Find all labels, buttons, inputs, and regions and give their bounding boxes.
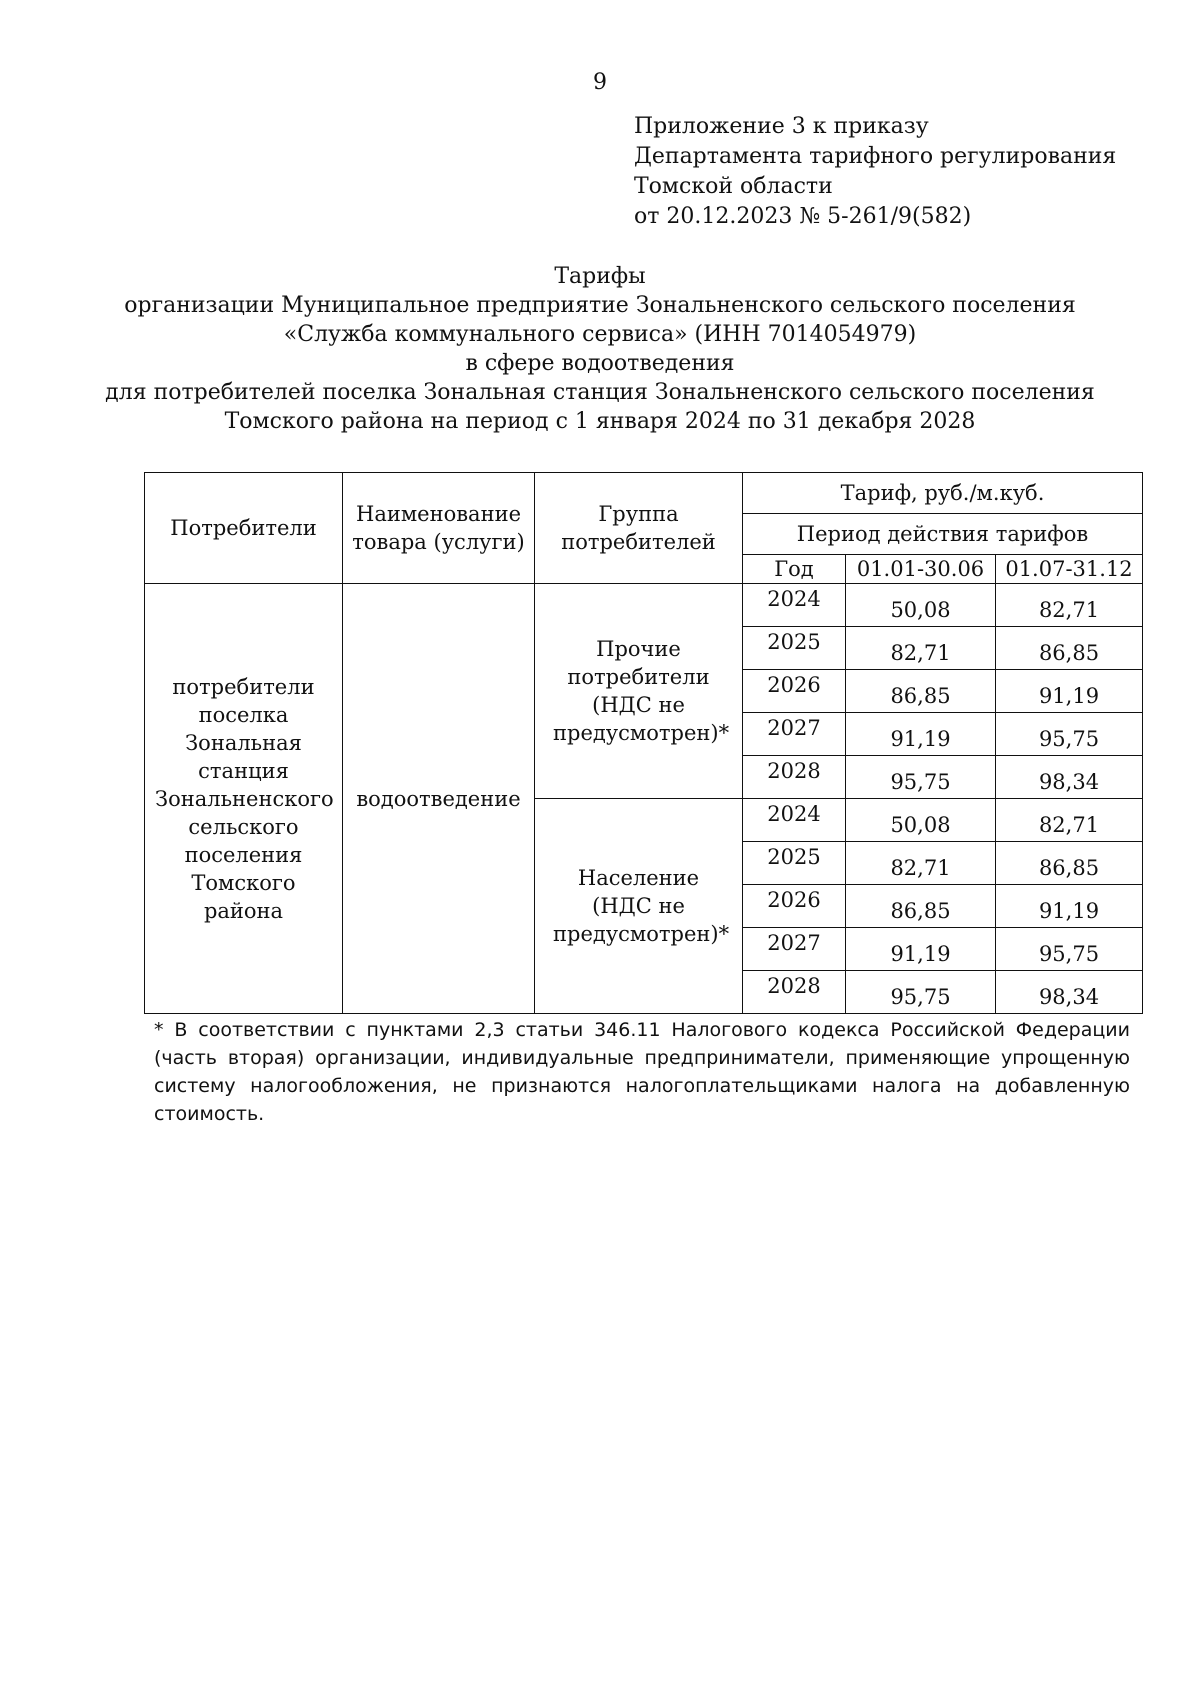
- tariff-first-half-cell: 86,85: [846, 670, 996, 713]
- appendix-block: [634, 112, 1116, 232]
- header-group: Группа потребителей: [535, 473, 743, 584]
- header-tariff: Тариф, руб./м.куб.: [743, 473, 1143, 514]
- tariff-first-half-cell: 50,08: [846, 799, 996, 842]
- tariff-second-half-cell: 91,19: [996, 885, 1143, 928]
- title-line: организации Муниципальное предприятие Зональненского сельского поселения: [124, 293, 1076, 318]
- header-service: Наименование товара (услуги): [343, 473, 535, 584]
- tariff-second-half-cell: 98,34: [996, 971, 1143, 1014]
- appendix-line: от 20.12.2023 № 5-261/9(582): [634, 204, 972, 229]
- header-second-half: 01.07-31.12: [996, 555, 1143, 584]
- tariff-second-half-cell: 82,71: [996, 799, 1143, 842]
- year-cell: 2024: [743, 584, 846, 627]
- title-line: Тарифы: [554, 264, 646, 289]
- group-cell: Прочие потребители (НДС не предусмотрен)*: [535, 584, 743, 799]
- consumers-cell: потребители поселка Зональная станция Зональненского сельского поселения Томского района: [145, 584, 343, 1014]
- tariff-second-half-cell: 86,85: [996, 842, 1143, 885]
- year-cell: 2025: [743, 842, 846, 885]
- tariff-second-half-cell: 95,75: [996, 928, 1143, 971]
- year-cell: 2027: [743, 928, 846, 971]
- tariff-table: [144, 472, 1143, 1014]
- header-first-half: 01.01-30.06: [846, 555, 996, 584]
- tariff-second-half-cell: 98,34: [996, 756, 1143, 799]
- title-line: в сфере водоотведения: [465, 351, 735, 376]
- group-cell: Население (НДС не предусмотрен)*: [535, 799, 743, 1014]
- tariff-first-half-cell: 91,19: [846, 713, 996, 756]
- title-line: «Служба коммунального сервиса» (ИНН 7014054979): [283, 322, 917, 347]
- tariff-second-half-cell: 95,75: [996, 713, 1143, 756]
- tariff-first-half-cell: 86,85: [846, 885, 996, 928]
- service-cell: водоотведение: [343, 584, 535, 1014]
- footnote: * В соответствии с пунктами 2,3 статьи 346.11 Налогового кодекса Российской Федерации (часть вторая) организации, индивидуальные предприниматели, применяющие упрощенную систему налогообложения, не признаются налогоплательщиками налога на добавленную стоимость.: [154, 1019, 1130, 1125]
- tariff-second-half-cell: 82,71: [996, 584, 1143, 627]
- year-cell: 2026: [743, 670, 846, 713]
- title-line: для потребителей поселка Зональная станция Зональненского сельского поселения: [105, 380, 1095, 405]
- year-cell: 2024: [743, 799, 846, 842]
- appendix-line: Департамента тарифного регулирования: [634, 144, 1117, 169]
- table-row: [145, 584, 1143, 627]
- year-cell: 2028: [743, 756, 846, 799]
- tariff-first-half-cell: 50,08: [846, 584, 996, 627]
- tariff-first-half-cell: 91,19: [846, 928, 996, 971]
- year-cell: 2026: [743, 885, 846, 928]
- tariff-second-half-cell: 91,19: [996, 670, 1143, 713]
- tariff-first-half-cell: 95,75: [846, 971, 996, 1014]
- tariff-first-half-cell: 95,75: [846, 756, 996, 799]
- tariff-first-half-cell: 82,71: [846, 842, 996, 885]
- tariff-first-half-cell: 82,71: [846, 627, 996, 670]
- year-cell: 2027: [743, 713, 846, 756]
- header-year: Год: [743, 555, 846, 584]
- appendix-line: Приложение 3 к приказу: [634, 114, 929, 139]
- header-period: Период действия тарифов: [743, 514, 1143, 555]
- title-line: Томского района на период с 1 января 2024 по 31 декабря 2028: [224, 409, 976, 434]
- document-title: [0, 262, 1200, 436]
- page-number: 9: [593, 70, 607, 95]
- year-cell: 2028: [743, 971, 846, 1014]
- appendix-line: Томской области: [634, 174, 833, 199]
- year-cell: 2025: [743, 627, 846, 670]
- header-consumers: Потребители: [145, 473, 343, 584]
- tariff-second-half-cell: 86,85: [996, 627, 1143, 670]
